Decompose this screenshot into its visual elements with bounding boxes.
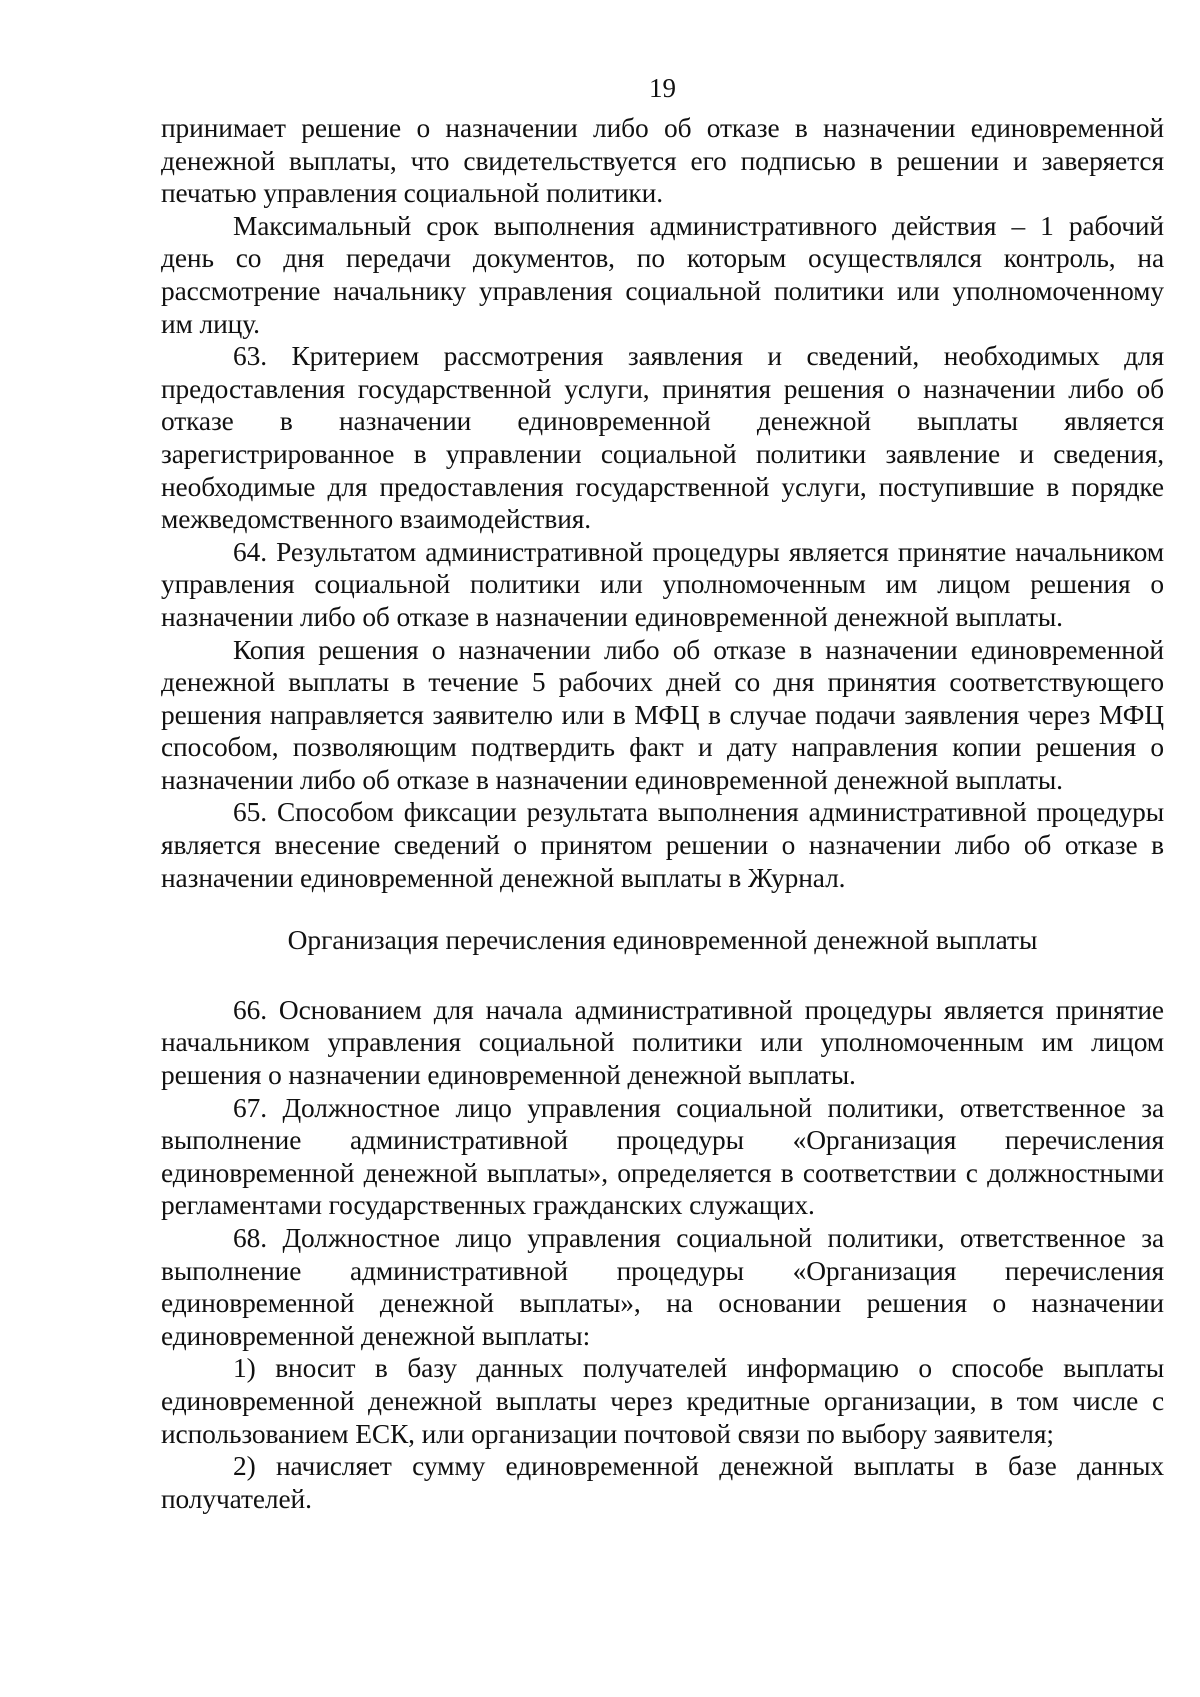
paragraph: принимает решение о назначении либо об отказе в назначении единовременной денежной выплаты, что свидетельствуется его подписью в решении и заверяется печатью управления социальной политики. <box>161 113 1164 209</box>
paragraph: 68. Должностное лицо управления социальной политики, ответственное за выполнение административной процедуры «Организация перечисления единовременной денежной выплаты», на основании решения о назначении единовременной денежной выплаты: <box>161 1223 1164 1351</box>
document-page <box>161 68 1164 1515</box>
paragraph: 2) начисляет сумму единовременной денежной выплаты в базе данных получателей. <box>161 1451 1164 1514</box>
paragraph: 63. Критерием рассмотрения заявления и сведений, необходимых для предоставления государственной услуги, принятия решения о назначении либо об отказе в назначении единовременной денежной выплаты является зарегистрированное в управлении социальной политики заявление и сведения, необходимые для предоставления государственной услуги, поступившие в порядке межведомственного взаимодействия. <box>161 341 1164 535</box>
paragraph: 65. Способом фиксации результата выполнения административной процедуры является внесение сведений о принятом решении о назначении либо об отказе в назначении единовременной денежной выплаты в Журнал. <box>161 797 1164 893</box>
page-number: 19 <box>649 73 676 103</box>
paragraph: 1) вносит в базу данных получателей информацию о способе выплаты единовременной денежной выплаты через кредитные организации, в том числе с использованием ЕСК, или организации почтовой связи по выбору заявителя; <box>161 1353 1164 1449</box>
paragraph: 67. Должностное лицо управления социальной политики, ответственное за выполнение административной процедуры «Организация перечисления единовременной денежной выплаты», определяется в соответствии с должностными регламентами государственных гражданских служащих. <box>161 1092 1164 1221</box>
paragraph: 66. Основанием для начала административной процедуры является принятие начальником управления социальной политики или уполномоченным им лицом решения о назначении единовременной денежной выплаты. <box>161 994 1164 1091</box>
section-heading: Организация перечисления единовременной денежной выплаты <box>287 925 1038 956</box>
paragraph: Максимальный срок выполнения административного действия – 1 рабочий день со дня передачи документов, по которым осуществлялся контроль, на рассмотрение начальнику управления социальной политики или уполномоченному им лицу. <box>161 210 1164 339</box>
paragraph: 64. Результатом административной процедуры является принятие начальником управления социальной политики или уполномоченным им лицом решения о назначении либо об отказе в назначении единовременной денежной выплаты. <box>161 536 1164 632</box>
paragraph: Копия решения о назначении либо об отказе в назначении единовременной денежной выплаты в течение 5 рабочих дней со дня принятия соответствующего решения направляется заявителю или в МФЦ в случае подачи заявления через МФЦ способом, позволяющим подтвердить факт и дату направления копии решения о назначении либо об отказе в назначении единовременной денежной выплаты. <box>161 634 1164 795</box>
